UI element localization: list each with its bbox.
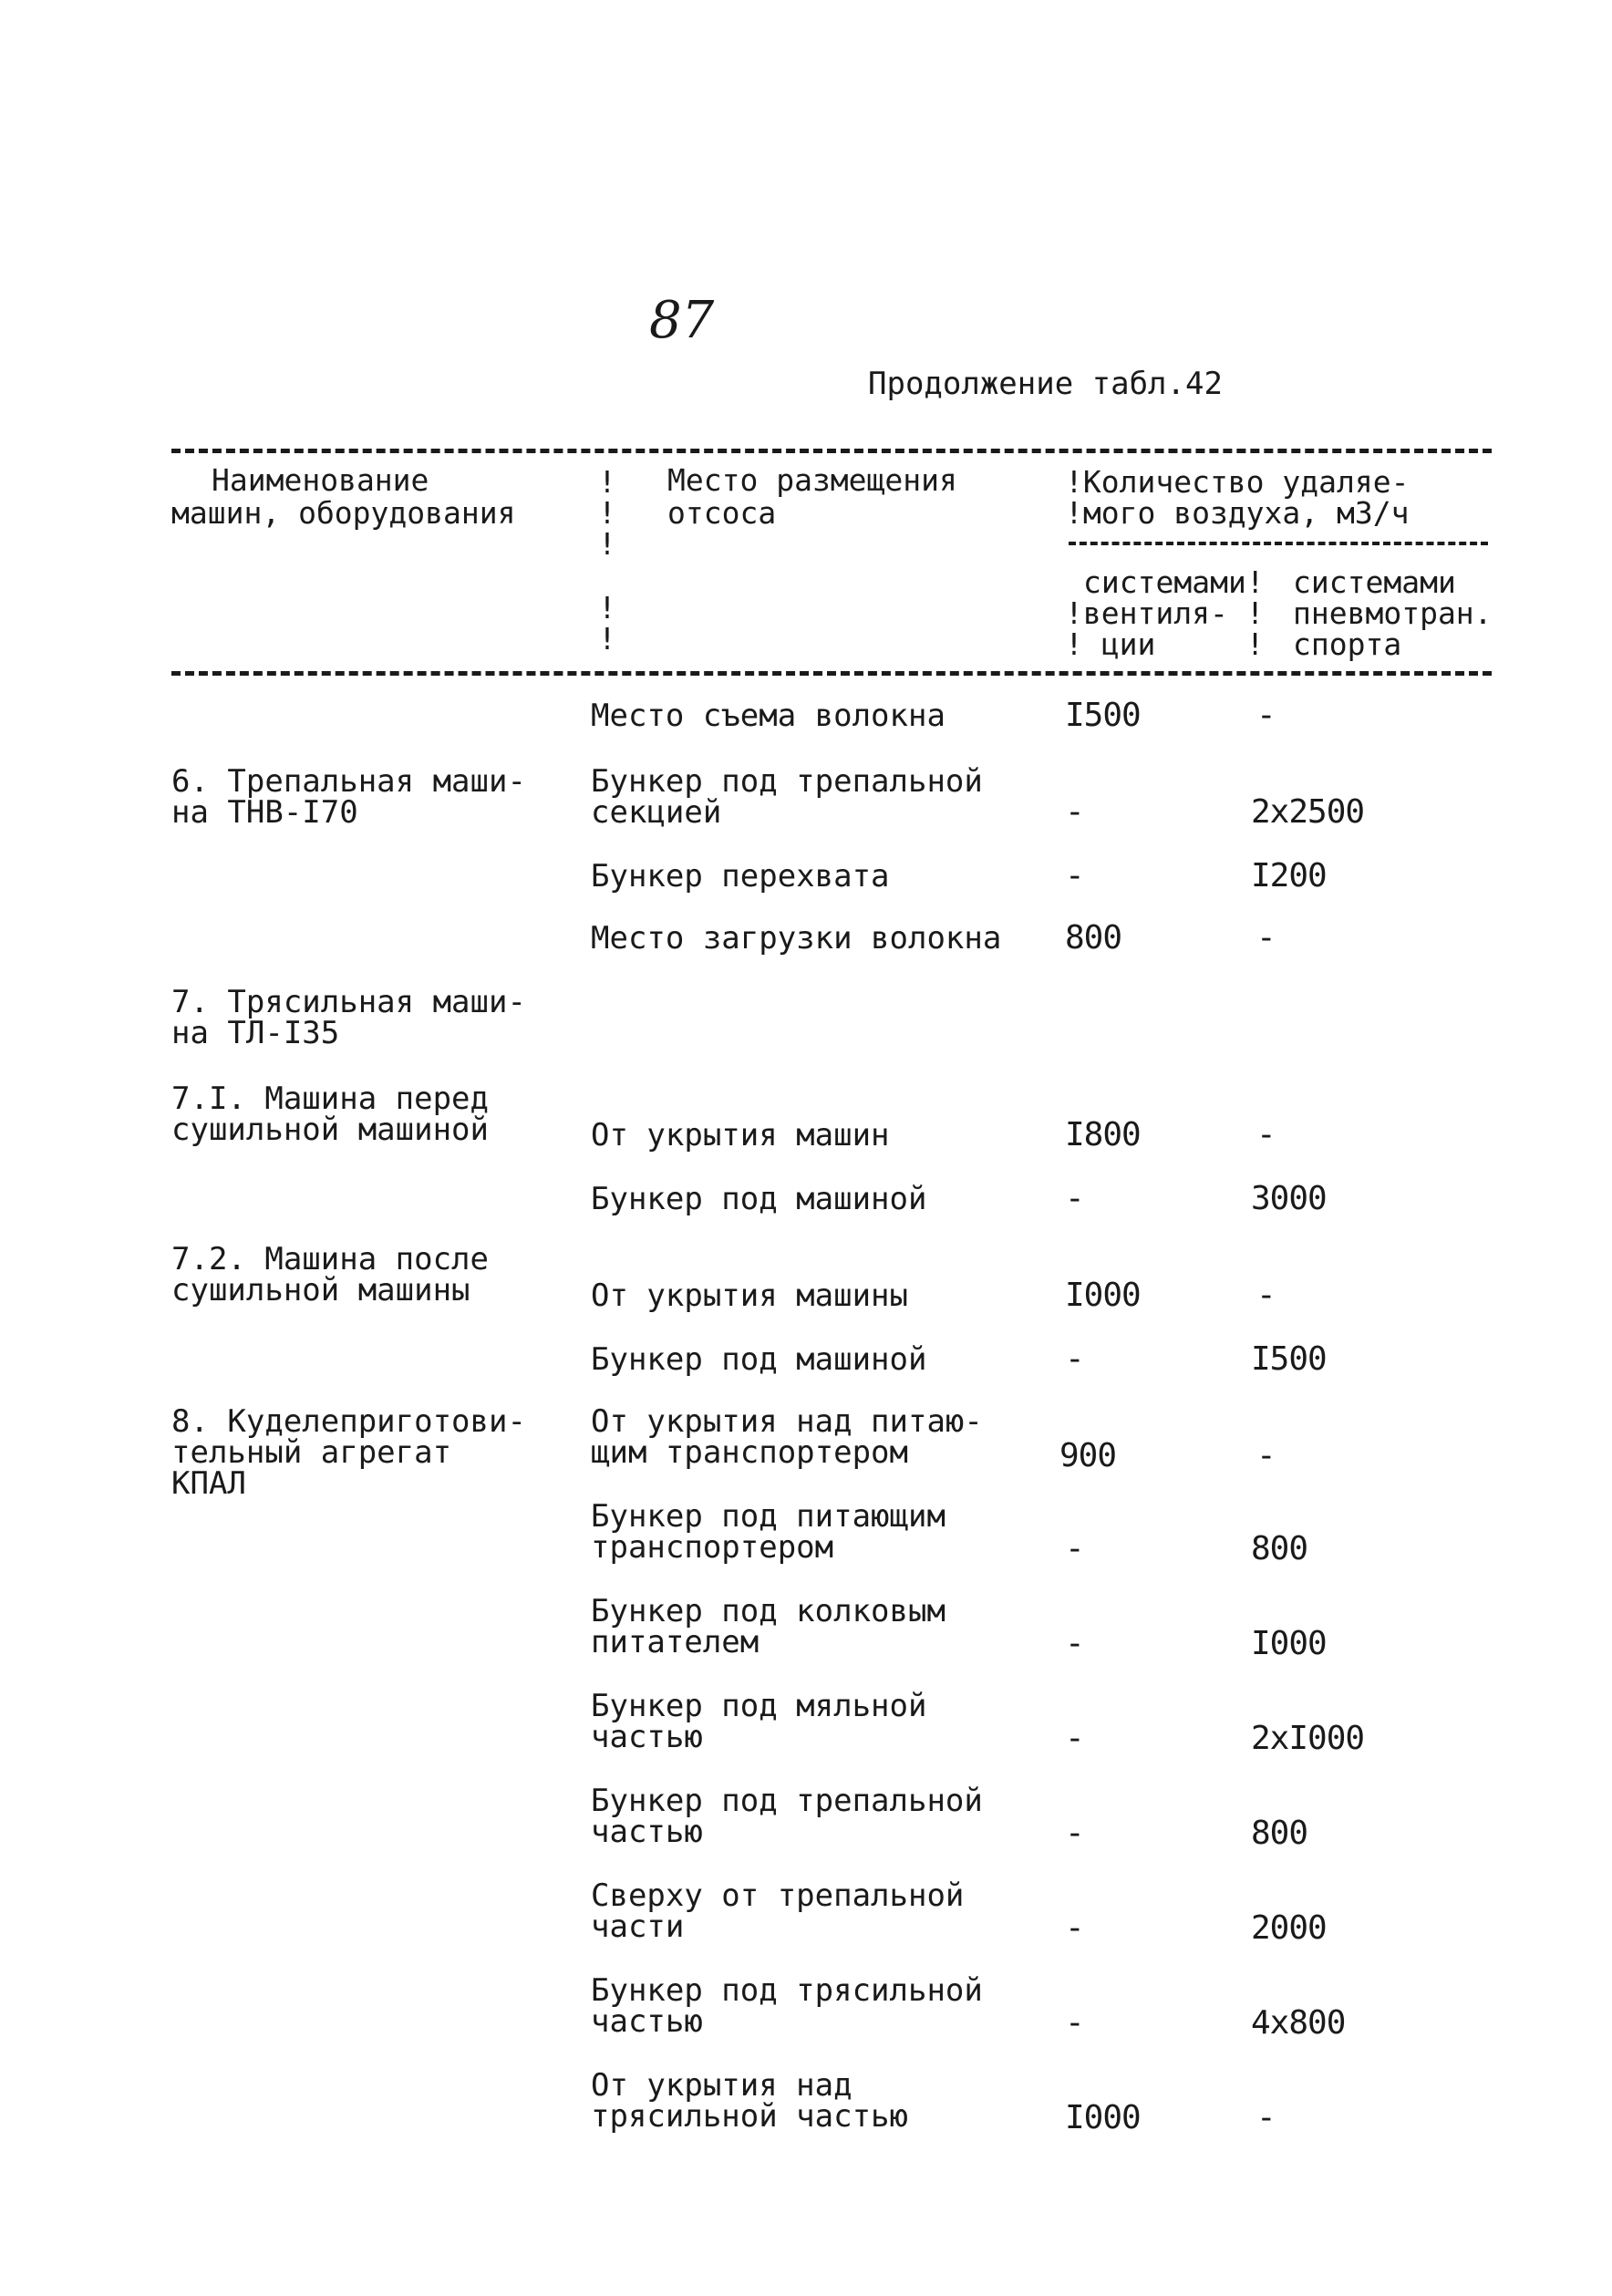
place-cell: частью <box>591 2003 703 2040</box>
pneumo-cell: 2xI000 <box>1251 1720 1365 1757</box>
vent-cell: - <box>1065 1720 1084 1757</box>
place-cell: Место съема волокна <box>591 698 946 734</box>
place-cell: транспортером <box>591 1529 834 1566</box>
vent-cell: - <box>1065 1625 1084 1662</box>
vent-cell: - <box>1065 793 1084 831</box>
pneumo-cell: - <box>1256 1116 1276 1153</box>
sep-mark: ! <box>598 526 616 562</box>
vent-cell: 800 <box>1065 919 1122 957</box>
name-cell: тельный агрегат <box>171 1434 452 1471</box>
place-cell: От укрытия над <box>591 2067 852 2104</box>
header-col3b-line2: пневмотран. <box>1293 595 1493 631</box>
pneumo-cell: 2000 <box>1251 1909 1327 1947</box>
pneumo-cell: I500 <box>1251 1340 1327 1378</box>
name-cell: 6. Трепальная маши- <box>171 763 526 800</box>
name-cell: на ТЛ-I35 <box>171 1015 340 1051</box>
sep-mark: ! <box>598 590 616 626</box>
header-sub-rule <box>1069 542 1488 545</box>
place-cell: От укрытия машины <box>591 1277 908 1314</box>
place-cell: трясильной частью <box>591 2098 908 2135</box>
header-col3b-line3: спорта <box>1293 626 1402 662</box>
pneumo-cell: I000 <box>1251 1625 1327 1662</box>
name-cell: 7.2. Машина после <box>171 1241 489 1277</box>
vent-cell: I500 <box>1065 697 1141 734</box>
pneumo-cell: - <box>1256 1277 1276 1314</box>
place-cell: частью <box>591 1719 703 1755</box>
vent-cell: I000 <box>1065 2099 1141 2136</box>
pneumo-cell: - <box>1256 1437 1276 1474</box>
header-col3a-line3: ! ции ! <box>1065 626 1265 662</box>
vent-cell: - <box>1065 1180 1084 1217</box>
header-col2-line2: отсоса <box>667 495 777 531</box>
sep-mark: ! <box>598 621 616 657</box>
name-cell: 7. Трясильная маши- <box>171 984 526 1020</box>
sep-mark: ! <box>598 464 616 500</box>
place-cell: От укрытия машин <box>591 1117 890 1153</box>
header-top-rule <box>171 449 1492 453</box>
pneumo-cell: 4x800 <box>1251 2004 1346 2042</box>
pneumo-cell: 2x2500 <box>1251 793 1365 831</box>
vent-cell: I000 <box>1065 1277 1141 1314</box>
pneumo-cell: - <box>1256 697 1276 734</box>
place-cell: части <box>591 1908 685 1945</box>
place-cell: Бункер под трепальной <box>591 1783 983 1819</box>
pneumo-cell: I200 <box>1251 857 1327 895</box>
header-col1-line2: машин, оборудования <box>171 495 516 531</box>
place-cell: Бункер под трясильной <box>591 1972 983 2009</box>
vent-cell: - <box>1065 1815 1084 1852</box>
name-cell: сушильной машины <box>171 1272 470 1308</box>
place-cell: Бункер под машиной <box>591 1341 927 1378</box>
place-cell: Бункер под машиной <box>591 1181 927 1217</box>
header-col1-line1: Наименование <box>212 462 429 498</box>
header-col3-line2: !мого воздуха, м3/ч <box>1065 495 1410 531</box>
header-col3a-line2: !вентиля- ! <box>1065 595 1265 631</box>
place-cell: Сверху от трепальной <box>591 1877 965 1914</box>
table-caption: Продолжение табл.42 <box>868 366 1223 402</box>
vent-cell: 900 <box>1059 1437 1117 1474</box>
place-cell: щим транспортером <box>591 1434 908 1471</box>
pneumo-cell: - <box>1256 2099 1276 2136</box>
name-cell: 8. Куделеприготови- <box>171 1403 526 1440</box>
pneumo-cell: 800 <box>1251 1815 1308 1852</box>
place-cell: частью <box>591 1814 703 1850</box>
header-col3-line1: !Количество удаляе- <box>1065 464 1410 500</box>
place-cell: Бункер под колковым <box>591 1593 946 1629</box>
header-bottom-rule <box>171 671 1492 676</box>
pneumo-cell: 800 <box>1251 1530 1308 1567</box>
place-cell: Бункер перехвата <box>591 858 890 895</box>
name-cell: сушильной машиной <box>171 1112 489 1148</box>
place-cell: Бункер под мяльной <box>591 1688 927 1724</box>
pneumo-cell: 3000 <box>1251 1180 1327 1217</box>
sep-mark: ! <box>598 495 616 531</box>
name-cell: КПАЛ <box>171 1465 246 1502</box>
place-cell: От укрытия над питаю- <box>591 1403 983 1440</box>
header-col3b-line1: системами <box>1293 564 1456 600</box>
vent-cell: - <box>1065 1530 1084 1567</box>
pneumo-cell: - <box>1256 919 1276 957</box>
name-cell: 7.I. Машина перед <box>171 1081 489 1117</box>
header-col3a-line1: системами! <box>1083 564 1265 600</box>
place-cell: Бункер под трепальной <box>591 763 983 800</box>
place-cell: Место загрузки волокна <box>591 920 1002 957</box>
vent-cell: I800 <box>1065 1116 1141 1153</box>
place-cell: питателем <box>591 1624 760 1660</box>
vent-cell: - <box>1065 1909 1084 1947</box>
page-number: 87 <box>649 291 715 350</box>
header-col2-line1: Место размещения <box>667 462 957 498</box>
place-cell: секцией <box>591 794 722 831</box>
vent-cell: - <box>1065 1340 1084 1378</box>
place-cell: Бункер под питающим <box>591 1498 946 1535</box>
vent-cell: - <box>1065 857 1084 895</box>
name-cell: на ТНВ-I70 <box>171 794 358 831</box>
vent-cell: - <box>1065 2004 1084 2042</box>
